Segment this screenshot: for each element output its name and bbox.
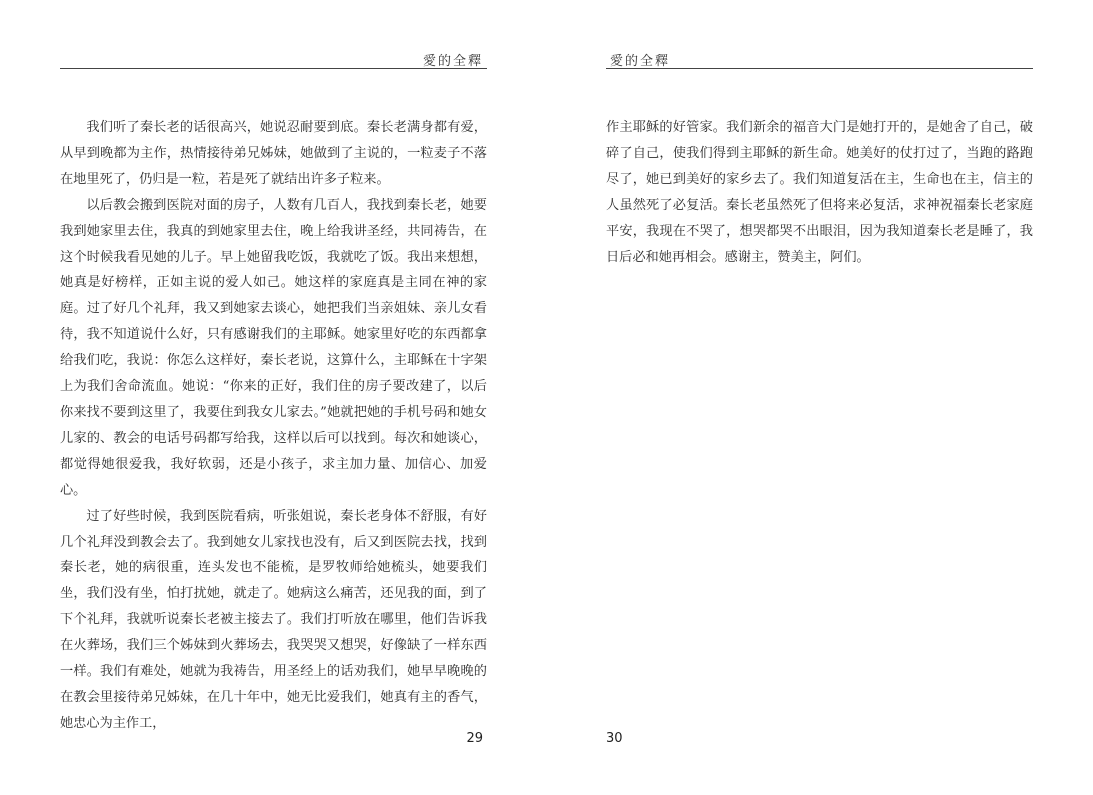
left-paragraph-3: 过了好些时候，我到医院看病，听张姐说，秦长老身体不舒服，有好几个礼拜没到教会去了。我到她女儿家找也没有，后又到医院去找，找到秦长老，她的病很重，连头发也不能梳，是罗牧师给她梳头，她要我们坐，我们没有坐，怕打扰她，就走了。她病这么痛苦，还见我的面，到了下个礼拜，我就听说秦长老被主接去了。我们打听放在哪里，他们告诉我在火葬场，我们三个姊妹到火葬场去，我哭哭又想哭，好像缺了一样东西一样。我们有难处，她就为我祷告，用圣经上的话劝我们，她早早晚晚的在教会里接待弟兄姊妹，在几十年中，她无比爱我们，她真有主的香气，她忠心为主作工， bbox=[60, 508, 487, 731]
left-header-rule bbox=[60, 68, 487, 69]
right-page-number: 30 bbox=[606, 731, 623, 746]
left-paragraph-2: 以后教会搬到医院对面的房子，人数有几百人，我找到秦长老，她要我到她家里去住，我真的到她家里去住，晚上给我讲圣经，共同祷告，在这个时候我看见她的儿子。早上她留我吃饭，我就吃了饭。我出来想想，她真是好榜样，正如主说的爱人如己。她这样的家庭真是主同在神的家庭。过了好几个礼拜，我又到她家去谈心，她把我们当亲姐妹、亲儿女看待，我不知道说什么好，只有感谢我们的主耶稣。她家里好吃的东西都拿给我们吃，我说：你怎么这样好，秦长老说，这算什么，主耶稣在十字架上为我们舍命流血。她说：“你来的正好，我们住的房子要改建了，以后你来找不要到这里了，我要住到我女儿家去。”她就把她的手机号码和她女儿家的、教会的电话号码都写给我，这样以后可以找到。每次和她谈心，都觉得她很爱我，我好软弱，还是小孩子，求主加力量、加信心、加爱心。 bbox=[60, 197, 487, 498]
left-body-text bbox=[60, 115, 487, 737]
right-body-text bbox=[606, 115, 1033, 270]
right-page bbox=[606, 0, 1033, 795]
right-header-rule bbox=[606, 68, 1033, 69]
right-running-head: 愛的全釋 bbox=[610, 54, 671, 69]
left-page-number: 29 bbox=[466, 731, 483, 746]
right-paragraph-1: 作主耶稣的好管家。我们新余的福音大门是她打开的，是她舍了自己，破碎了自己，使我们得到主耶稣的新生命。她美好的仗打过了，当跑的路跑尽了，她已到美好的家乡去了。我们知道复活在主，生命也在主，信主的人虽然死了必复活。秦长老虽然死了但将来必复活，求神祝福秦长老家庭平安，我现在不哭了，想哭都哭不出眼泪，因为我知道秦长老是睡了，我日后必和她再相会。感谢主，赞美主，阿们。 bbox=[606, 120, 1033, 265]
left-page bbox=[60, 0, 487, 795]
left-running-head: 愛的全釋 bbox=[422, 54, 483, 69]
left-paragraph-1: 我们听了秦长老的话很高兴，她说忍耐要到底。秦长老满身都有爱，从早到晚都为主作，热情接待弟兄姊妹，她做到了主说的，一粒麦子不落在地里死了，仍归是一粒，若是死了就结出许多子粒来。 bbox=[60, 120, 487, 187]
